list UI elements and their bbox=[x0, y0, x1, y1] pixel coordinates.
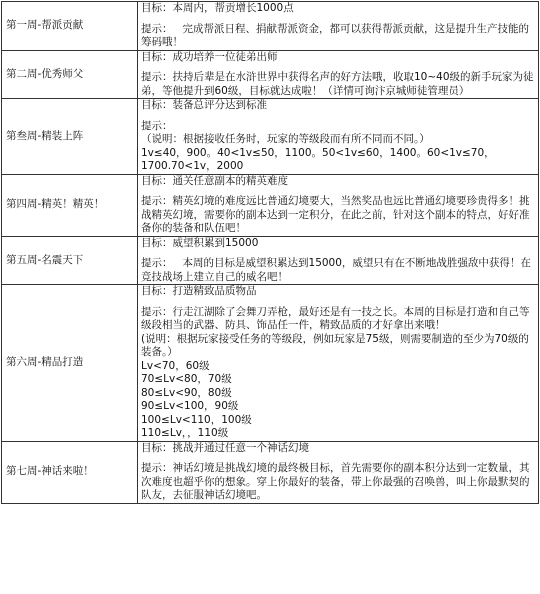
week-title: 第六周-精品打造 bbox=[2, 285, 138, 442]
week-content bbox=[138, 285, 539, 442]
week-row bbox=[2, 50, 539, 99]
week-content bbox=[138, 174, 539, 236]
week-row bbox=[2, 174, 539, 236]
note-text: 90≤Lv<100，90级 bbox=[141, 400, 239, 412]
week-content bbox=[138, 50, 539, 99]
week-content bbox=[138, 2, 539, 51]
week-title: 第五周-名震天下 bbox=[2, 236, 138, 285]
week-row bbox=[2, 441, 539, 503]
tip-text: 提示：精英幻境的难度远比普通幻境要大，当然奖品也远比普通幻境要珍贵得多！挑战精英幻境，需要你的副本达到一定积分，在此之前，针对这个副本的特点，好好准备你的装备和队伍吧！ bbox=[141, 195, 530, 234]
note-text: 1v≤40，900。40<1v≤50，1100。50<1v≤60，1400。60<1v≤70，1700.70<1v，2000 bbox=[141, 146, 495, 172]
note-text: 70≤Lv<80，70级 bbox=[141, 373, 232, 385]
goal-text: 目标：打造精致品质物品 bbox=[141, 285, 257, 297]
spacer bbox=[141, 188, 535, 195]
tip-text: 提示： bbox=[141, 119, 173, 132]
goal-text: 目标：成功培养一位徒弟出师 bbox=[141, 50, 278, 63]
week-row bbox=[2, 2, 539, 51]
week-content bbox=[138, 441, 539, 503]
goal-text: 目标：装备总评分达到标准 bbox=[141, 99, 267, 111]
spacer bbox=[141, 299, 535, 306]
note-text: 110≤Lv，，110级 bbox=[141, 427, 229, 439]
week-row bbox=[2, 285, 539, 442]
week-title: 第七周-神话来啦！ bbox=[2, 441, 138, 503]
week-title: 第一周-帮派贡献 bbox=[2, 2, 138, 51]
spacer bbox=[141, 113, 535, 120]
week-content bbox=[138, 99, 539, 175]
tip-text: 提示：扶持后辈是在水浒世界中获得名声的好方法哦，收取10~40级的新手玩家为徒弟，等他提升到60级，目标就达成啦！（详情可询汴京城师徒管理员） bbox=[141, 71, 534, 97]
spacer bbox=[141, 250, 535, 257]
tip-text: 提示：神话幻境是挑战幻境的最终极目标，首先需要你的副本积分达到一定数量，其次难度也超乎你的想象。穿上你最好的装备，带上你最强的召唤兽，叫上你最默契的队友，去征服神话幻境吧。 bbox=[141, 462, 530, 501]
week-row bbox=[2, 99, 539, 175]
note-text: (说明：根据玩家接受任务的等级段，例如玩家是75级，则需要制造的至少为70级的装备。） bbox=[141, 332, 529, 358]
week-title: 第四周-精英！精英！ bbox=[2, 174, 138, 236]
goal-text: 目标：威望积累到15000 bbox=[141, 236, 259, 249]
spacer bbox=[141, 16, 535, 23]
spacer bbox=[141, 455, 535, 462]
note-text: 80≤Lv<90，80级 bbox=[141, 386, 232, 399]
spacer bbox=[141, 64, 535, 71]
tip-text: 提示：行走江湖除了会舞刀弄枪，最好还是有一技之长。本周的目标是打造和自己等级段相当的武器、防具、饰品任一件，精致品质的才好拿出来哦！ bbox=[141, 305, 530, 331]
note-text: 100≤Lv<110，100级 bbox=[141, 413, 252, 426]
note-text: （说明：根据接收任务时，玩家的等级段而有所不同而不同。） bbox=[141, 133, 430, 145]
week-content bbox=[138, 236, 539, 285]
tip-text: 提示： 本周的目标是威望积累达到15000，威望只有在不断地战胜强敌中获得！在竞技战场上建立自己的威名吧！ bbox=[141, 257, 531, 283]
week-title: 第二周-优秀师父 bbox=[2, 50, 138, 99]
goal-text: 目标：挑战并通过任意一个神话幻境 bbox=[141, 441, 309, 454]
tip-text: 提示： 完成帮派日程、捐献帮派资金，都可以获得帮派贡献，这是提升生产技能的筹码哦！ bbox=[141, 22, 530, 48]
week-row bbox=[2, 236, 539, 285]
goal-text: 目标：本周内，帮贡增长1000点 bbox=[141, 2, 294, 14]
weekly-goals-table bbox=[1, 1, 539, 504]
week-title: 第叁周-精装上阵 bbox=[2, 99, 138, 175]
goal-text: 目标：通关任意副本的精英难度 bbox=[141, 174, 288, 187]
note-text: Lv<70，60级 bbox=[141, 359, 210, 372]
